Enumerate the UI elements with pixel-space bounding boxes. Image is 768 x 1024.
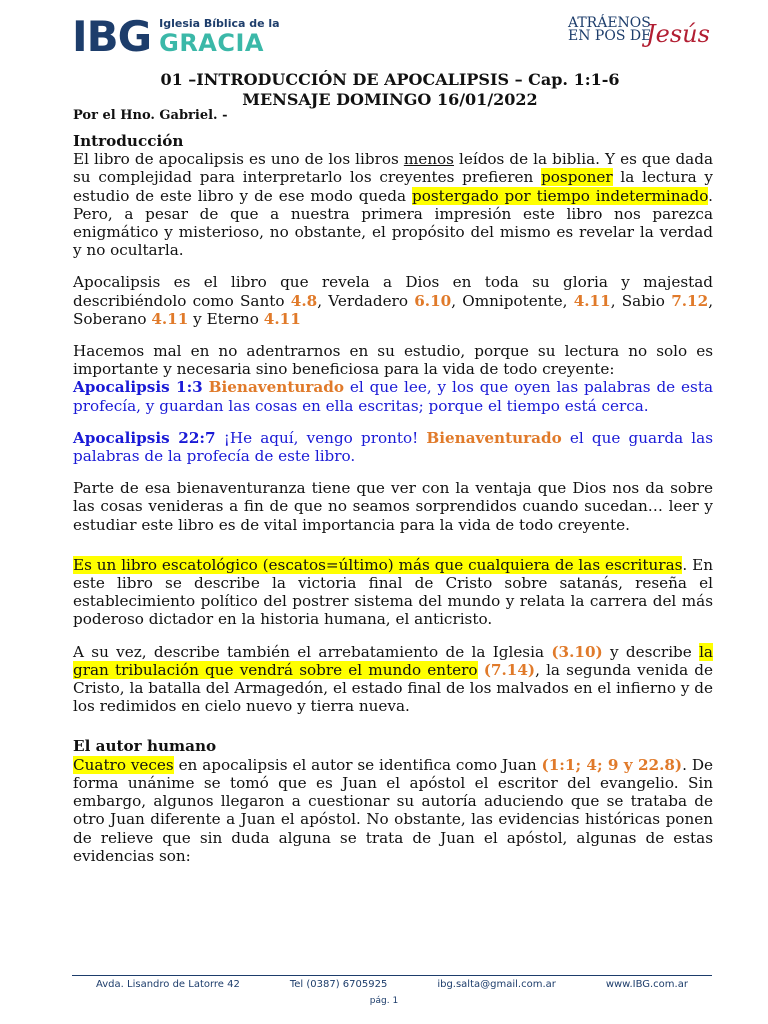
highlighted-text: Cuatro veces — [73, 755, 174, 774]
text-run: . De forma unánime se tomó que es Juan el apóstol el escritor del evangelio. Sin embargo, algunos llegaron a cuestionar su autoría aduciendo que se trataba de otro Juan diferente a Juan el apóstol. No obstante, las evidencias históricas ponen de relieve que sin duda alguna se trata de Juan el apóstol, algunas de estas evidencias son: — [73, 755, 713, 865]
verse-reference: 7.12 — [671, 291, 709, 310]
bible-citation: Apocalipsis 1:3 — [73, 378, 203, 397]
text-run: y Eterno — [188, 309, 264, 328]
text-run: Apocalipsis es el libro que revela a Dios en toda su gloria y majestad describiéndolo como Santo — [73, 273, 713, 310]
footer-address: Avda. Lisandro de Latorre 42 — [96, 979, 240, 990]
blessed-word: Bienaventurado — [426, 428, 562, 447]
page-number: pág. 1 — [369, 996, 399, 1006]
paragraph-attributes — [73, 273, 713, 328]
ibg-logo-mark: IBG — [72, 12, 152, 61]
paragraph-author — [73, 756, 713, 865]
ibg-logo — [72, 12, 280, 61]
document-body — [73, 132, 713, 879]
text-run: y describe — [602, 642, 700, 661]
highlighted-text: posponer — [541, 168, 613, 187]
ibg-logo-line1: Iglesia Bíblica de la — [159, 17, 280, 30]
verse-reference: 4.11 — [151, 309, 189, 328]
paragraph-blessing: Parte de esa bienaventuranza tiene que ver con la ventaja que Dios nos da sobre las cosas venideras a fin de que no seamos sorprendidos cuando sucedan… leer y estudiar este libro es de vital importancia para la vida de todo creyente. — [73, 479, 713, 534]
text-run: , Verdadero — [317, 291, 415, 310]
paragraph-eschatology — [73, 556, 713, 629]
verse-reference: 4.8 — [290, 291, 318, 310]
atraenos-script: Jesús — [646, 20, 710, 48]
document-title: 01 –INTRODUCCIÓN DE APOCALIPSIS – Cap. 1:1-6 — [160, 70, 620, 89]
document-subtitle: MENSAJE DOMINGO 16/01/2022 — [242, 90, 538, 109]
intro-heading: Introducción — [73, 132, 184, 150]
text-run: la lectura y estudio de este libro y de ese modo queda — [73, 168, 713, 205]
verse-text: el que guarda las palabras de la profecía de este libro. — [73, 428, 713, 466]
text-run: en apocalipsis el autor se identifica como Juan — [173, 755, 542, 774]
footer-divider — [72, 975, 712, 976]
document-header — [0, 0, 768, 66]
highlighted-text: la gran tribulación que vendrá sobre el mundo entero — [73, 642, 713, 679]
verse-text: el que lee, y los que oyen las palabras de esta profecía, y guardan las cosas en ella escritas; porque el tiempo está cerca. — [73, 378, 713, 415]
atraenos-line2: EN POS DE — [568, 28, 652, 44]
text-run: , Sabio — [610, 291, 672, 310]
author-line: Por el Hno. Gabriel. - — [73, 108, 228, 123]
verse-reference: (7.14) — [483, 660, 536, 679]
underlined-text: menos — [403, 150, 454, 169]
text-run: leídos de la biblia. Y es que dada su complejidad para interpretarlo los creyentes prefieren — [73, 150, 714, 187]
verse-reference: 4.11 — [573, 291, 611, 310]
highlighted-text: Es un libro escatológico (escatos=último) más que cualquiera de las escrituras — [73, 555, 683, 574]
text-run: . En este libro se describe la victoria final de Cristo sobre satanás, reseña el establecimiento político del postrer sistema del mundo y relata la carrera del más poderoso dictador en la historia humana, el anticristo. — [73, 555, 713, 629]
verse-reference: (3.10) — [551, 642, 603, 661]
paragraph-rapture — [73, 643, 713, 716]
ibg-logo-text — [159, 18, 279, 56]
footer-email: ibg.salta@gmail.com.ar — [437, 979, 556, 990]
ibg-logo-line2: GRACIA — [159, 29, 264, 57]
verse-reference: 6.10 — [414, 291, 452, 310]
verse-text: ¡He aquí, vengo pronto! — [215, 428, 427, 447]
footer-phone: Tel (0387) 6705925 — [289, 979, 388, 990]
atraenos-line1: ATRÁENOS — [568, 15, 651, 31]
footer-website: www.IBG.com.ar — [605, 979, 688, 990]
text-run: A su vez, describe también el arrebatamiento de la Iglesia — [73, 642, 552, 661]
blessed-word: Bienaventurado — [208, 378, 344, 397]
highlighted-text: postergado por tiempo indeterminado — [411, 186, 709, 205]
text-run: , Soberano — [73, 291, 714, 328]
verse-reference: 4.11 — [263, 309, 301, 328]
paragraph-intro — [73, 150, 713, 259]
paragraph-study — [73, 342, 713, 415]
text-run: El libro de apocalipsis es uno de los libros — [73, 150, 404, 169]
text-run: . Pero, a pesar de que a nuestra primera impresión este libro nos parezca enigmático y misterioso, no obstante, el propósito del mismo es revelar la verdad y no ocultarla. — [73, 186, 713, 260]
verse-reference: (1:1; 4; 9 y 22.8) — [541, 755, 683, 774]
text-run: Hacemos mal en no adentrarnos en su estudio, porque su lectura no solo es importante y necesaria sino beneficiosa para la vida de todo creyente: — [73, 342, 713, 379]
text-run: , la segunda venida de Cristo, la batalla del Armagedón, el estado final de los malvados en el infierno y de los redimidos en cielo nuevo y tierra nueva. — [73, 660, 713, 716]
text-run: , Omnipotente, — [451, 291, 574, 310]
bible-citation: Apocalipsis 22:7 — [73, 428, 216, 447]
author-heading: El autor humano — [73, 737, 217, 756]
paragraph-verse-22-7 — [73, 429, 713, 465]
atraenos-logo — [566, 14, 716, 50]
document-footer — [72, 979, 712, 990]
